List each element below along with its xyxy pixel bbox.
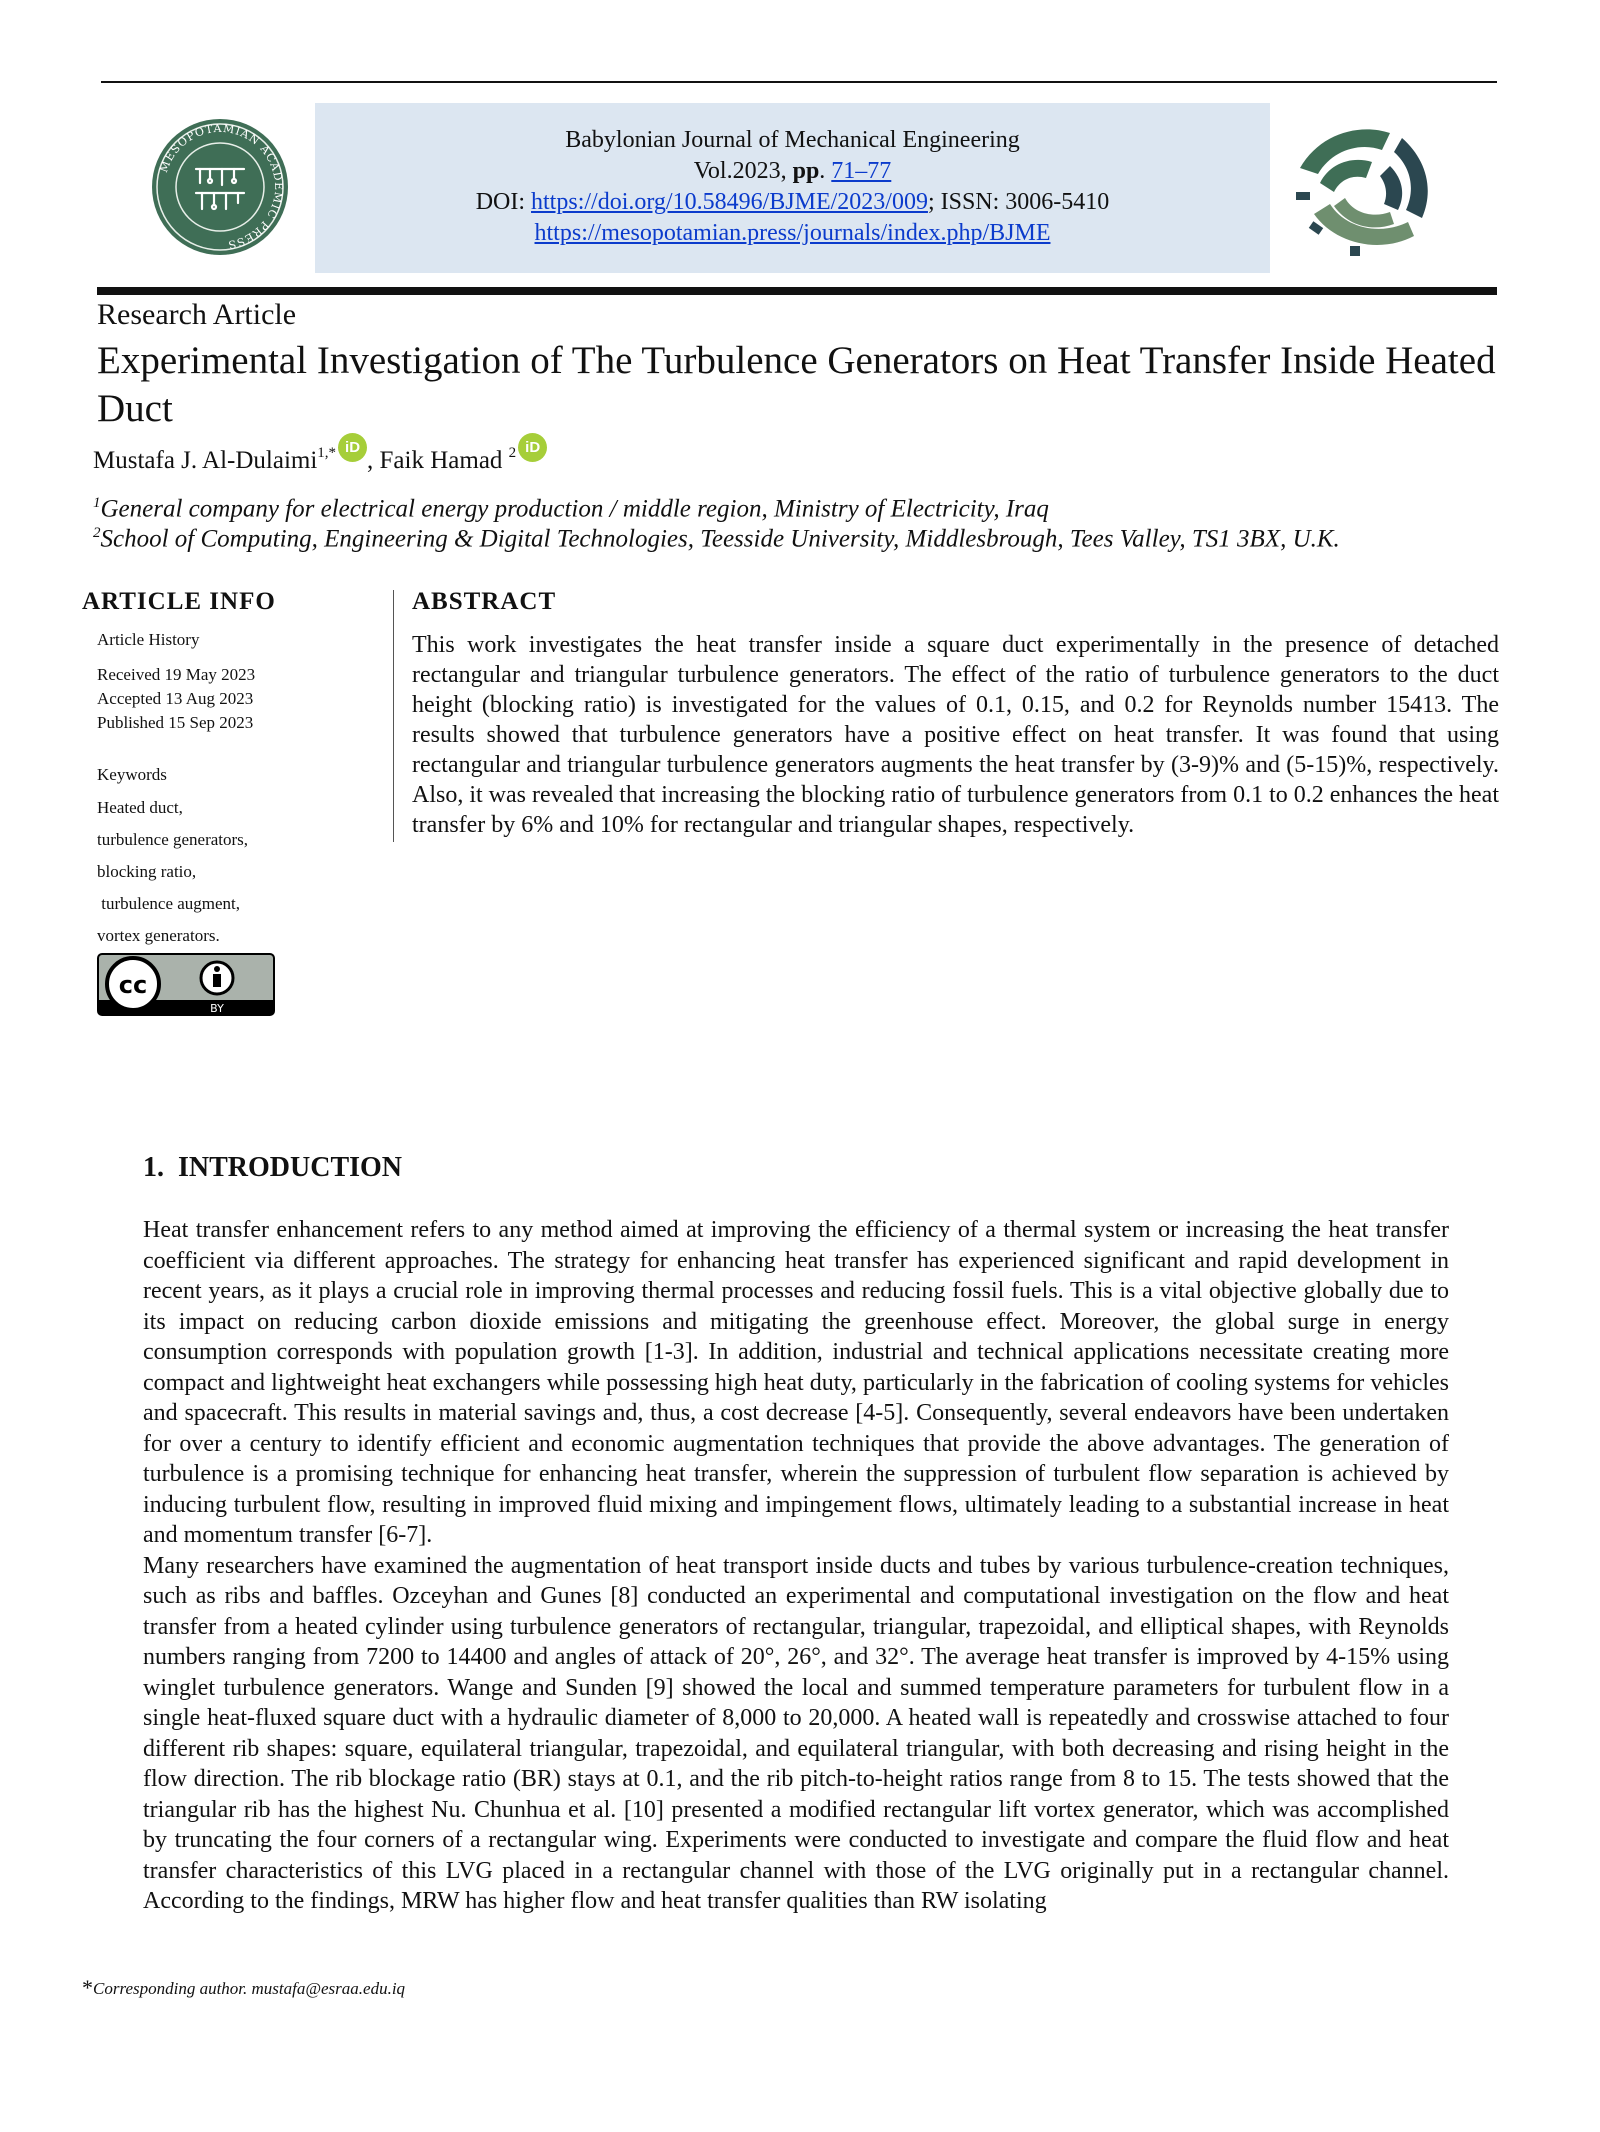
journal-gear-logo-icon <box>1290 118 1440 258</box>
section-heading-introduction: 1. INTRODUCTION <box>143 1152 403 1183</box>
article-info-heading: ARTICLE INFO <box>82 588 276 615</box>
introduction-body <box>143 1215 1449 1917</box>
journal-name: Babylonian Journal of Mechanical Engineering <box>565 127 1020 153</box>
keyword: vortex generators. <box>97 926 220 945</box>
article-dates <box>97 663 255 735</box>
journal-header-box <box>315 103 1270 273</box>
affiliation-2: $^2$School of Computing, Engineering & Digital Technologies, Teesside University, Middlesbrough, Tees Valley, TS1 3BX, U.K. <box>93 525 1340 553</box>
affiliation-1: $^1$General company for electrical energy production / middle region, Ministry of Electricity, Iraq <box>93 495 1049 523</box>
keyword: turbulence generators, <box>97 830 249 849</box>
mesopotamian-press-logo-icon <box>150 117 290 257</box>
orcid-icon[interactable]: iD <box>518 433 547 462</box>
keyword: Heated duct, <box>97 798 183 817</box>
volume-pages: Vol.2023, pp. 71–77 <box>693 158 892 184</box>
paragraph: Many researchers have examined the augmentation of heat transport inside ducts and tubes by various turbulence-creation techniques, such as ribs and baffles. Ozceyhan and Gunes [8] conducted an experimental and computational investigation on the flow and heat transfer from a heated cylinder using turbulence generators of rectangular, triangular, trapezoidal, and elliptical shapes, with Reynolds numbers ranging from 7200 to 14400 and angles of attack of 20°, 26°, and 32°. The average heat transfer is improved by 4-15% using winglet turbulence generators. Wange and Sunden [9] showed the local and summed temperature parameters for turbulent flow in a single heat-fluxed square duct with a hydraulic diameter of 8,000 to 20,000. A heated wall is repeatedly and crosswise attached to four different rib shapes: square, equilateral triangular, trapezoidal, and equilateral triangular, with both decreasing and rising height in the flow direction. The rib blockage ratio (BR) stays at 0.1, and the rib pitch-to-height ratios range from 8 to 15. The tests showed that the triangular rib has the highest Nu. Chunhua et al. [10] presented a modified rectangular lift vortex generator, which was accomplished by truncating the four corners of a rectangular wing. Experiments were conducted to investigate and compare the fluid flow and heat transfer characteristics of this LVG placed in a rectangular channel with those of the LVG originally put in a rectangular channel. According to the findings, MRW has higher flow and heat transfer qualities than RW isolating <box>143 1552 1449 1914</box>
paragraph: Heat transfer enhancement refers to any method aimed at improving the efficiency of a thermal system or increasing the heat transfer coefficient via different approaches. The strategy for enhancing heat transfer has experienced significant and rapid development in recent years, as it plays a crucial role in improving thermal processes and reducing fossil fuels. This is a vital objective globally due to its impact on reducing carbon dioxide emissions and mitigating the greenhouse effect. Moreover, the global surge in energy consumption corresponds with population growth [1-3]. In addition, industrial and technical applications necessitate creating more compact and lightweight heat exchangers while possessing high heat duty, particularly in the fabrication of cooling systems for vehicles and spacecraft. This results in material savings and, thus, a cost decrease [4-5]. Consequently, several endeavors have been undertaken for over a century to identify efficient and economic augmentation techniques that provide the above advantages. The generation of turbulence is a promising technique for enhancing heat transfer, wherein the suppression of turbulent flow separation is achieved by inducing turbulent flow, resulting in improved fluid mixing and impingement flows, ultimately leading to a substantial increase in heat and momentum transfer [6-7]. <box>143 1217 1449 1548</box>
author-affiliation-mark: 1,* <box>317 445 337 461</box>
abstract-text: This work investigates the heat transfer inside a square duct experimentally in the presence of detached rectangular and triangular turbulence generators. The effect of the ratio of turbulence generators to the duct height (blocking ratio) is investigated for the values of 0.1, 0.15, and 0.2 for Reynolds number 15413. The results showed that turbulence generators have a positive effect on heat transfer. It was found that using rectangular and triangular turbulence generators augments the heat transfer by (3-9)% and (5-15)%, respectively. Also, it was revealed that increasing the blocking ratio of turbulence generators from 0.1 to 0.2 enhances the heat transfer by 6% and 10% for rectangular and triangular shapes, respectively. <box>412 632 1499 838</box>
corresponding-author-footnote: *Corresponding author. mustafa@esraa.edu.iq <box>82 1975 406 2000</box>
author-name: Faik Hamad <box>379 447 509 474</box>
author-affiliation-mark: 2 <box>508 445 517 461</box>
published-date: Published 15 Sep 2023 <box>97 713 254 732</box>
abstract-heading: ABSTRACT <box>412 588 557 615</box>
keyword: turbulence augment, <box>97 894 241 913</box>
journal-url-link[interactable]: https://mesopotamian.press/journals/index.php/BJME <box>534 220 1051 246</box>
doi-link[interactable]: https://doi.org/10.58496/BJME/2023/009 <box>531 189 928 215</box>
paper-title: Experimental Investigation of The Turbulence Generators on Heat Transfer Inside Heated Duct <box>97 339 1496 430</box>
author-line: Mustafa J. Al-Dulaimi$^{1,*}$ iD , Faik Hamad $^2$ iD <box>93 447 547 476</box>
received-date: Received 19 May 2023 <box>97 665 256 684</box>
column-divider <box>393 590 394 842</box>
orcid-icon[interactable]: iD <box>338 433 367 462</box>
svg-text:cc: cc <box>118 971 148 999</box>
top-rule <box>101 81 1497 83</box>
svg-text:MESOPOTAMIAN ACADEMIC PRESS: MESOPOTAMIAN ACADEMIC PRESS <box>157 121 286 252</box>
author-name: Mustafa J. Al-Dulaimi <box>93 447 318 474</box>
header-thick-rule <box>97 287 1497 295</box>
cc-by-license-icon <box>97 953 275 1016</box>
svg-text:BY: BY <box>210 1002 224 1015</box>
keywords-label: Keywords <box>97 765 167 784</box>
keywords-list <box>97 792 248 952</box>
article-history-label: Article History <box>97 630 200 649</box>
pages-link[interactable]: 71–77 <box>831 158 892 184</box>
accepted-date: Accepted 13 Aug 2023 <box>97 689 254 708</box>
keyword: blocking ratio, <box>97 862 197 881</box>
article-type: Research Article <box>97 298 297 331</box>
doi-line: DOI: https://doi.org/10.58496/BJME/2023/009; ISSN: 3006-5410 <box>475 189 1110 215</box>
